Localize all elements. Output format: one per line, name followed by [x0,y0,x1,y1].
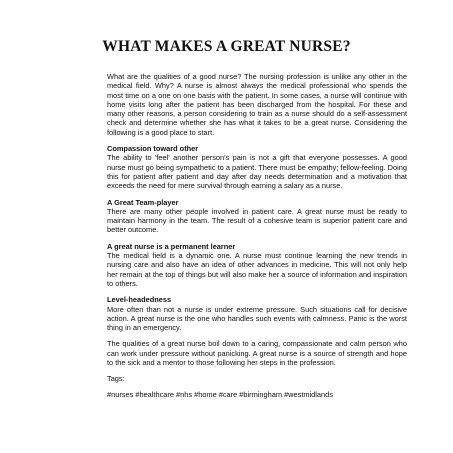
section-body-team-player: There are many other people involved in patient care. A great nurse must be ready to maintain harmony in the team. The result of a cohesive team is superior patient care and better outcome. [107,206,407,235]
section-heading-learner: A great nurse is a permanent learner [107,241,236,251]
section-body-compassion: The ability to 'feel' another person's pain is not a gift that everyone possesses. A good nurse must go being sympathetic to a patient. There must be empathy; fellow-feeling. Doing this for patient after patient and day after day needs determination and a motivation that exceeds the need for mere survival through earning a salary as a nurse. [107,153,407,191]
document-title: WHAT MAKES A GREAT NURSE? [102,38,351,55]
document-body [107,72,407,406]
section-body-learner: The medical field is a dynamic one. A nurse must continue learning the new trends in nursing care and also have an idea of other advances in medicine. This will not only help her remain at the top of things but will also make her a source of information and inspiration to others. [107,251,407,288]
intro-paragraph: What are the qualities of a good nurse? The nursing profession is unlike any other in the medical field. Why? A nurse is almost always the medical professional who spends the most time on a one on one basis with the patient. In some cases, a nurse will continue with home visits long after the patient has been discharged from the hospital. For these and many other reasons, a person considering to train as a nurse should do a self-assessment check and determine whether she has what it takes to be a great nurse. Considering the following is a good place to start. [107,72,407,137]
tags-label: Tags: [107,374,125,384]
section-heading-level-headedness: Level-headedness [107,295,172,305]
tags-list: #nurses #healthcare #nhs #home #care #birmingham #westmidlands [107,389,333,399]
section-body-level-headedness: More often than not a nurse is under extreme pressure. Such situations call for decisive action. A great nurse is the one who handles such events with calmness. Panic is the worst thing in an emergency. [107,304,407,333]
section-heading-compassion: Compassion toward other [107,144,199,154]
conclusion-paragraph: The qualities of a great nurse boil down to a caring, compassionate and calm person who can work under pressure without panicking. A great nurse is a source of strength and hope to the sick and a mentor to those following her steps in the profession. [107,339,407,368]
section-heading-team-player: A Great Team-player [107,197,179,207]
